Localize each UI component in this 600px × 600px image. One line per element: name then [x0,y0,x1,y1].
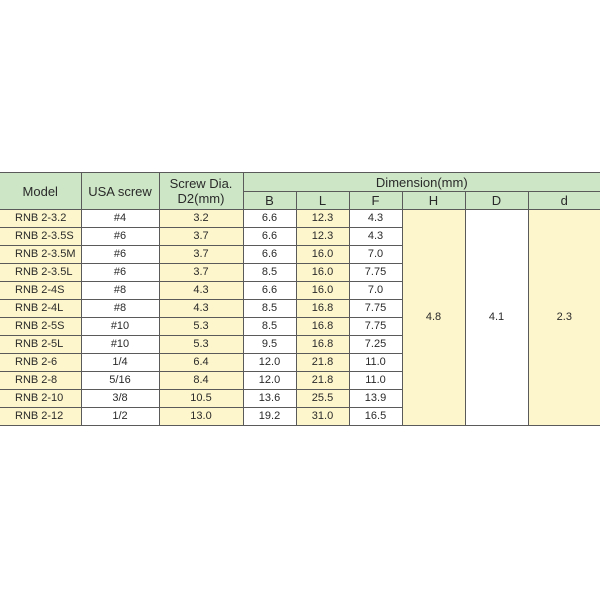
cell-l: 25.5 [296,390,349,408]
cell-b: 6.6 [243,282,296,300]
header-d-lower: d [528,192,600,210]
cell-b: 9.5 [243,336,296,354]
cell-f: 7.0 [349,246,402,264]
cell-d2: 4.3 [159,282,243,300]
cell-usa-screw: #6 [81,246,159,264]
spec-table-container [0,172,600,426]
cell-model: RNB 2-12 [0,408,81,426]
cell-l: 16.0 [296,264,349,282]
cell-usa-screw: #8 [81,300,159,318]
cell-f: 7.75 [349,300,402,318]
cell-d2: 3.7 [159,228,243,246]
header-model: Model [0,173,81,210]
cell-b: 8.5 [243,264,296,282]
cell-d2: 5.3 [159,336,243,354]
cell-f: 7.75 [349,264,402,282]
cell-model: RNB 2-5L [0,336,81,354]
cell-l: 16.8 [296,336,349,354]
cell-f: 7.25 [349,336,402,354]
cell-l: 31.0 [296,408,349,426]
cell-model: RNB 2-10 [0,390,81,408]
cell-model: RNB 2-3.2 [0,210,81,228]
spec-table [0,172,600,426]
cell-usa-screw: #10 [81,336,159,354]
cell-b: 6.6 [243,228,296,246]
cell-l: 12.3 [296,228,349,246]
cell-usa-screw: 5/16 [81,372,159,390]
header-screw-dia-unit: D2(mm) [177,191,225,206]
cell-f: 4.3 [349,228,402,246]
cell-d2: 6.4 [159,354,243,372]
cell-usa-screw: 1/2 [81,408,159,426]
header-f: F [349,192,402,210]
cell-d2: 3.2 [159,210,243,228]
cell-usa-screw: #10 [81,318,159,336]
cell-f: 7.75 [349,318,402,336]
cell-model: RNB 2-3.5S [0,228,81,246]
cell-l: 21.8 [296,354,349,372]
header-usa-screw: USA screw [81,173,159,210]
cell-model: RNB 2-8 [0,372,81,390]
cell-usa-screw: 3/8 [81,390,159,408]
cell-b: 6.6 [243,210,296,228]
cell-model: RNB 2-5S [0,318,81,336]
header-h: H [402,192,465,210]
cell-h-common: 4.8 [402,210,465,426]
cell-d2: 4.3 [159,300,243,318]
cell-b: 12.0 [243,372,296,390]
cell-usa-screw: 1/4 [81,354,159,372]
header-l: L [296,192,349,210]
cell-usa-screw: #8 [81,282,159,300]
cell-f: 4.3 [349,210,402,228]
cell-d2: 8.4 [159,372,243,390]
cell-b: 13.6 [243,390,296,408]
cell-d2: 5.3 [159,318,243,336]
header-d-upper: D [465,192,528,210]
cell-d-upper-common: 4.1 [465,210,528,426]
cell-f: 11.0 [349,372,402,390]
cell-b: 6.6 [243,246,296,264]
cell-d2: 3.7 [159,264,243,282]
cell-f: 7.0 [349,282,402,300]
cell-d-lower-common: 2.3 [528,210,600,426]
header-screw-dia [159,173,243,210]
cell-usa-screw: #6 [81,264,159,282]
cell-l: 21.8 [296,372,349,390]
cell-b: 8.5 [243,318,296,336]
cell-model: RNB 2-4S [0,282,81,300]
header-dimension: Dimension(mm) [243,173,600,192]
header-screw-dia-label: Screw Dia. [169,176,233,191]
cell-f: 13.9 [349,390,402,408]
cell-model: RNB 2-4L [0,300,81,318]
header-b: B [243,192,296,210]
table-row [0,210,600,228]
cell-l: 16.8 [296,318,349,336]
cell-usa-screw: #6 [81,228,159,246]
cell-b: 8.5 [243,300,296,318]
cell-d2: 13.0 [159,408,243,426]
cell-b: 12.0 [243,354,296,372]
cell-usa-screw: #4 [81,210,159,228]
cell-model: RNB 2-6 [0,354,81,372]
cell-l: 12.3 [296,210,349,228]
cell-d2: 10.5 [159,390,243,408]
cell-l: 16.0 [296,246,349,264]
cell-l: 16.8 [296,300,349,318]
cell-b: 19.2 [243,408,296,426]
cell-model: RNB 2-3.5L [0,264,81,282]
cell-model: RNB 2-3.5M [0,246,81,264]
cell-f: 16.5 [349,408,402,426]
cell-l: 16.0 [296,282,349,300]
cell-d2: 3.7 [159,246,243,264]
cell-f: 11.0 [349,354,402,372]
